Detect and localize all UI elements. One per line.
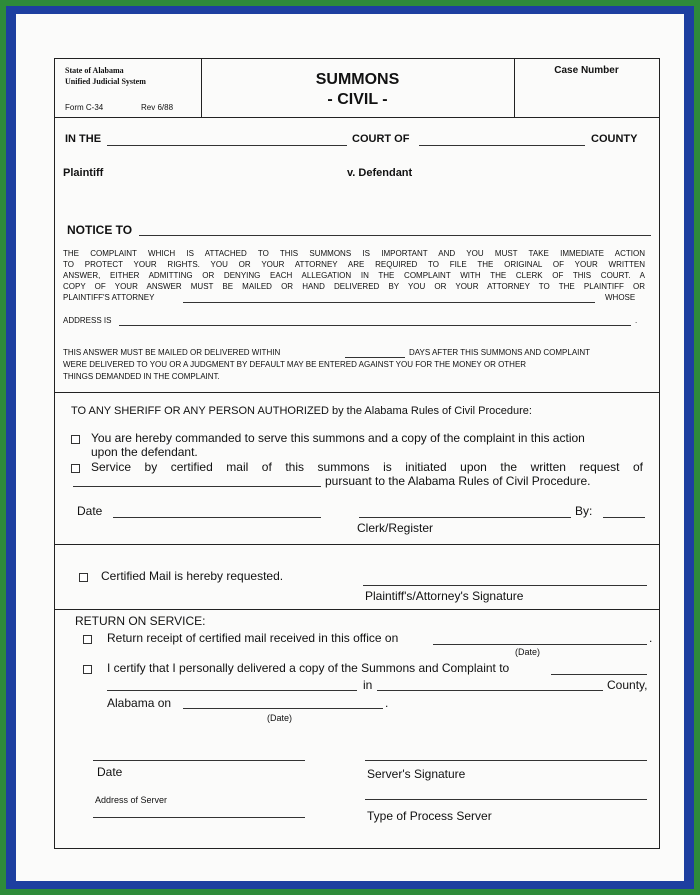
notice-line: COPY OF YOUR ANSWER MUST BE MAILED OR HAND DELIVERED BY YOU OR YOUR ATTORNEY TO THE PLAINTIFF OR xyxy=(63,282,645,291)
certified-service-text: Service by certified mail of this summons is initiated upon the written request of xyxy=(91,460,643,474)
command-service-text: You are hereby commanded to serve this summons and a copy of the complaint in this action xyxy=(91,431,585,445)
personal-delivery-checkbox[interactable] xyxy=(83,665,92,674)
answer-within-label: THIS ANSWER MUST BE MAILED OR DELIVERED WITHIN xyxy=(63,348,281,357)
plaintiffs-attorney-label: PLAINTIFF'S ATTORNEY xyxy=(63,293,155,302)
pursuant-text: pursuant to the Alabama Rules of Civil Procedure. xyxy=(325,474,591,488)
command-service-checkbox[interactable] xyxy=(71,435,80,444)
receipt-date-field[interactable] xyxy=(433,644,647,645)
notice-line: TO PROTECT YOUR RIGHTS. YOU OR YOUR ATTORNEY ARE REQUIRED TO FILE THE ORIGINAL OF YOUR WRITTEN xyxy=(63,260,645,269)
return-heading: RETURN ON SERVICE: xyxy=(75,614,206,628)
process-server-type-field[interactable] xyxy=(365,799,647,800)
requester-field[interactable] xyxy=(73,486,321,487)
system-label: Unified Judicial System xyxy=(65,77,146,86)
delivery-date-caption: (Date) xyxy=(267,713,293,723)
attorney-name-field[interactable] xyxy=(183,302,595,303)
document-page xyxy=(16,14,684,881)
server-address-field[interactable] xyxy=(93,817,305,818)
delivery-period: . xyxy=(385,696,389,710)
plaintiff-signature-field[interactable] xyxy=(363,585,647,586)
address-field[interactable] xyxy=(119,325,631,326)
plaintiff-signature-label: Plaintiff's/Attorney's Signature xyxy=(365,589,524,603)
server-date-label: Date xyxy=(97,765,123,779)
plaintiff-label: Plaintiff xyxy=(63,167,104,179)
notice-paragraph xyxy=(63,248,645,292)
clerk-signature-field[interactable] xyxy=(359,517,571,518)
sheriff-date-label: Date xyxy=(77,504,103,518)
form-title: SUMMONS xyxy=(315,71,400,88)
form-subtitle: - CIVIL - xyxy=(327,91,388,108)
receipt-date-caption: (Date) xyxy=(515,647,541,657)
address-of-server-label: Address of Server xyxy=(95,795,168,805)
in-label: in xyxy=(363,678,373,692)
address-is-label: ADDRESS IS xyxy=(63,316,112,325)
whose-label: WHOSE xyxy=(605,293,636,302)
delivered-to-field[interactable] xyxy=(551,674,647,675)
by-label: By: xyxy=(575,504,593,518)
notice-to-label: NOTICE TO xyxy=(67,223,133,237)
alabama-on-label: Alabama on xyxy=(107,696,172,710)
default-judgment-text: WERE DELIVERED TO YOU OR A JUDGMENT BY DEFAULT MAY BE ENTERED AGAINST YOU FOR THE MONEY OR OTHER xyxy=(63,360,527,369)
state-label: State of Alabama xyxy=(65,66,124,75)
delivered-to-field-2[interactable] xyxy=(107,690,357,691)
server-signature-label: Server's Signature xyxy=(367,767,466,781)
revision: Rev 6/88 xyxy=(141,103,174,112)
court-of-label: COURT OF xyxy=(352,133,410,145)
address-period: . xyxy=(635,316,638,325)
server-signature-field[interactable] xyxy=(365,760,647,761)
notice-line: THE COMPLAINT WHICH IS ATTACHED TO THIS SUMMONS IS IMPORTANT AND YOU MUST TAKE IMMEDIATE ACTION xyxy=(63,249,645,258)
court-name-field[interactable] xyxy=(107,145,347,146)
county-label: COUNTY xyxy=(591,133,638,145)
sheriff-date-field[interactable] xyxy=(113,517,321,518)
return-receipt-text: Return receipt of certified mail received in this office on xyxy=(107,631,399,645)
county-field[interactable] xyxy=(377,690,603,691)
certified-mail-text: Certified Mail is hereby requested. xyxy=(101,569,284,583)
days-field[interactable] xyxy=(345,357,405,358)
county-name-field[interactable] xyxy=(419,145,585,146)
form-number: Form C-34 xyxy=(65,103,104,112)
personal-delivery-text: I certify that I personally delivered a copy of the Summons and Complaint to xyxy=(107,661,510,675)
in-the-label: IN THE xyxy=(65,133,102,145)
sheriff-heading: TO ANY SHERIFF OR ANY PERSON AUTHORIZED by the Alabama Rules of Civil Procedure: xyxy=(71,405,532,417)
county-comma-label: County, xyxy=(607,678,648,692)
notice-to-field[interactable] xyxy=(139,235,651,236)
summons-form xyxy=(54,58,660,849)
receipt-period: . xyxy=(649,631,653,645)
clerk-register-label: Clerk/Register xyxy=(357,521,434,535)
days-after-label: DAYS AFTER THIS SUMMONS AND COMPLAINT xyxy=(409,348,591,357)
window-frame xyxy=(6,6,694,889)
process-server-type-label: Type of Process Server xyxy=(367,809,492,823)
by-field[interactable] xyxy=(603,517,645,518)
server-date-field[interactable] xyxy=(93,760,305,761)
return-receipt-checkbox[interactable] xyxy=(83,635,92,644)
delivery-date-field[interactable] xyxy=(183,708,383,709)
notice-line: ANSWER, EITHER ADMITTING OR DENYING EACH ALLEGATION IN THE COMPLAINT WITH THE CLERK OF THIS COURT. A xyxy=(63,271,645,280)
defendant-label: v. Defendant xyxy=(347,167,413,179)
case-number-label: Case Number xyxy=(554,65,619,76)
demanded-text: THINGS DEMANDED IN THE COMPLAINT. xyxy=(63,372,220,381)
certified-service-checkbox[interactable] xyxy=(71,464,80,473)
certified-mail-checkbox[interactable] xyxy=(79,573,88,582)
command-service-text-2: upon the defendant. xyxy=(91,445,198,459)
